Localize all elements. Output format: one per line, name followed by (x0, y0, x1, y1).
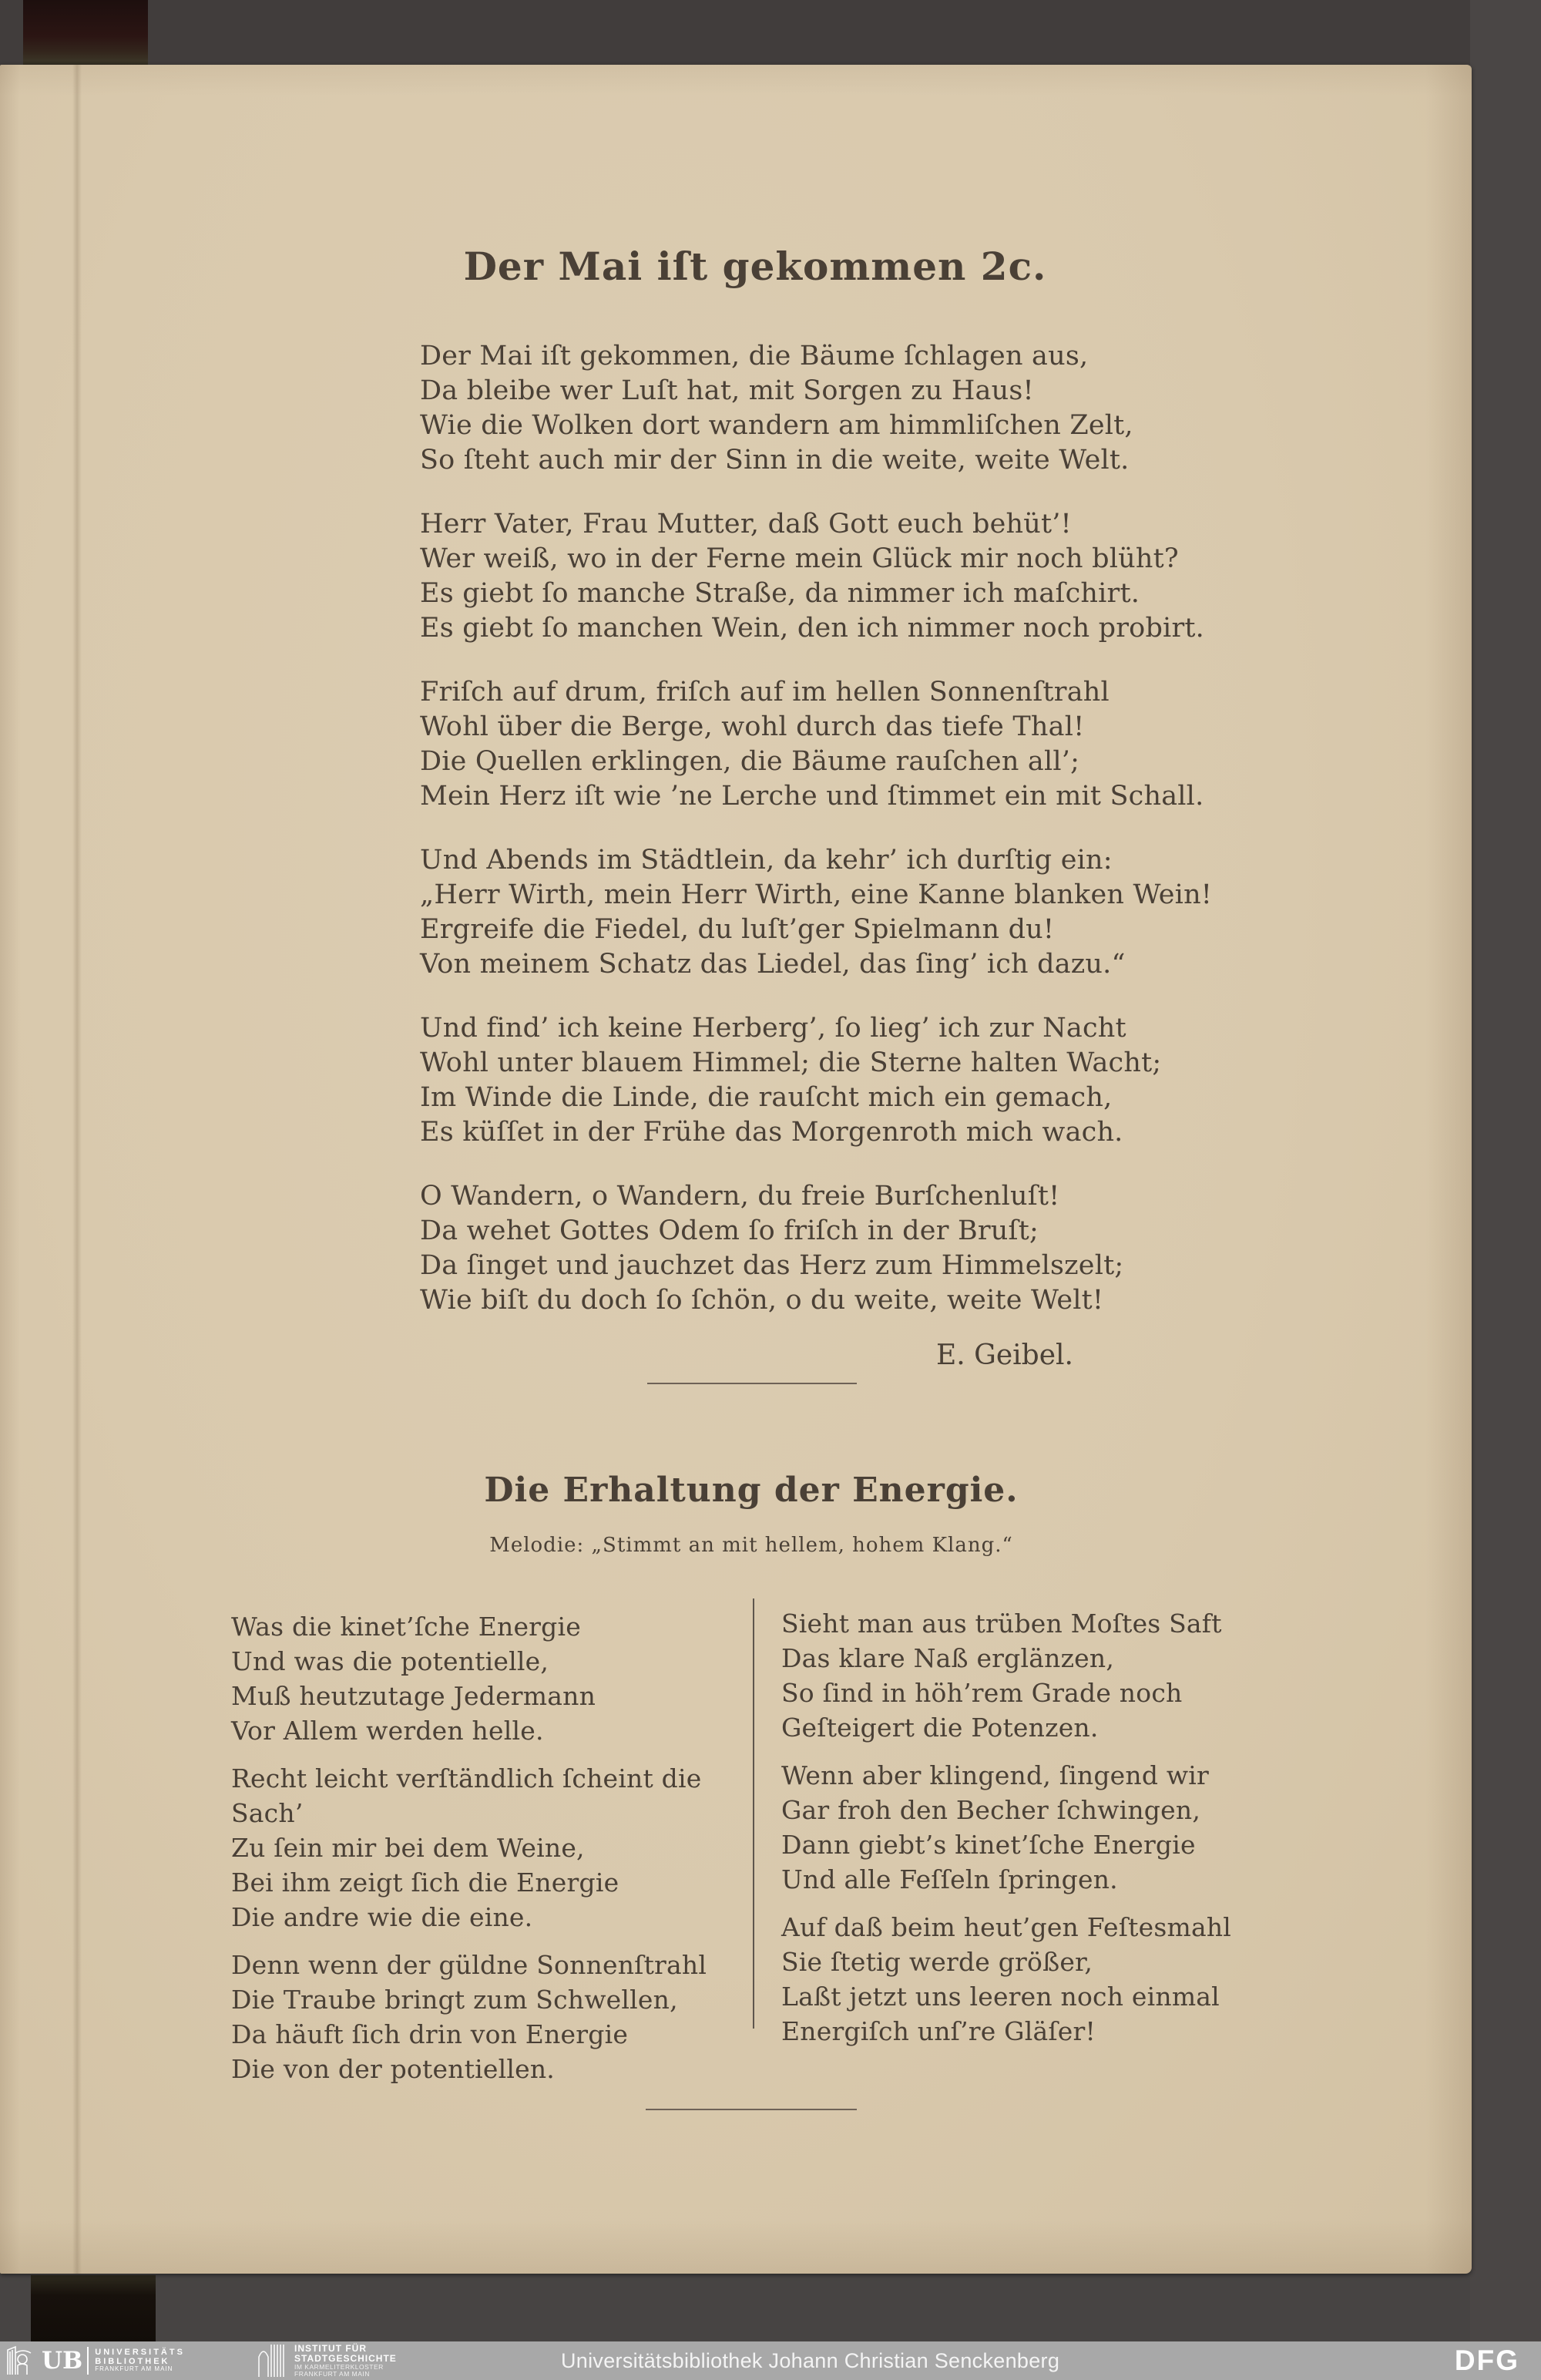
stanza (781, 1910, 1290, 2049)
poem-line: Gar froh den Becher ſchwingen, (781, 1795, 1201, 1825)
stanza (420, 1011, 1162, 1150)
poem-line: O Wandern, o Wandern, du freie Burſchenluſt! (420, 1181, 1060, 1212)
poem-line: So ſteht auch mir der Sinn in die weite, weite Welt. (420, 445, 1130, 476)
scanned-page (0, 65, 1472, 2274)
song1-stanzas (420, 339, 1213, 1347)
poem-line: Friſch auf drum, friſch auf im hellen Sonnenſtrahl (420, 677, 1110, 708)
stanza (231, 1761, 740, 1935)
poem-line: Ergreife die Fiedel, du luſt’ger Spielmann du! (420, 914, 1055, 945)
poem-line: Wohl über die Berge, wohl durch das tiefe Thal! (420, 711, 1085, 742)
poem-line: Zu ſein mir bei dem Weine, (231, 1833, 585, 1863)
poem-line: Wohl unter blauem Himmel; die Sterne halten Wacht; (420, 1047, 1162, 1078)
stanza (231, 1609, 740, 1748)
poem-line: Da wehet Gottes Odem ſo friſch in der Bruſt; (420, 1215, 1039, 1246)
poem-line: Denn wenn der güldne Sonnenſtrahl (231, 1950, 707, 1980)
poem-line: Geſteigert die Potenzen. (781, 1713, 1099, 1743)
poem-line: Mein Herz iſt wie ’ne Lerche und ſtimmet ein mit Schall. (420, 781, 1204, 812)
stanza (420, 843, 1213, 982)
bottom-divider (646, 2109, 857, 2110)
institut-text-line4: FRANKFURT AM MAIN (294, 2369, 370, 2378)
poem-line: Und Abends im Städtlein, da kehr’ ich durſtig ein: (420, 845, 1113, 876)
poem-line: Die von der potentiellen. (231, 2054, 555, 2084)
poem-line: Da bleibe wer Luſt hat, mit Sorgen zu Haus! (420, 375, 1034, 406)
poem-line: Wie biſt du doch ſo ſchön, o du weite, weite Welt! (420, 1285, 1104, 1316)
song2-melody-line: Melodie: „Stimmt an mit hellem, hohem Klang.“ (489, 1534, 1013, 1557)
institut-text-line1: INSTITUT FÜR (294, 2343, 367, 2355)
song2-column-right (781, 1606, 1290, 2062)
poem-line: Was die kinet’ſche Energie (231, 1612, 581, 1642)
ub-text-line1: UNIVERSITÄTS (95, 2348, 185, 2358)
section-divider (647, 1383, 857, 1384)
poem-line: Muß heutzutage Jedermann (231, 1681, 596, 1711)
poem-line: Wer weiß, wo in der Ferne mein Glück mir noch blüht? (420, 543, 1179, 574)
book-spine-top (23, 0, 148, 66)
dfg-logo: DFG (1454, 2345, 1519, 2376)
ub-text-line2: BIBLIOTHEK (95, 2356, 170, 2366)
song1-author: E. Geibel. (935, 1340, 1073, 1371)
poem-line: Und was die potentielle, (231, 1646, 549, 1676)
song2-column-left (231, 1609, 740, 2099)
stanza (420, 675, 1204, 814)
poem-line: Die andre wie die eine. (231, 1902, 533, 1932)
institut-text-line2: STADTGESCHICHTE (294, 2353, 397, 2365)
karmeliterkloster-arch-icon (256, 2345, 287, 2377)
poem-line: Von meinem Schatz das Liedel, das ſing’ ich dazu.“ (420, 949, 1126, 980)
ub-logo-block (6, 2341, 185, 2380)
poem-line: Vor Allem werden helle. (231, 1716, 544, 1746)
stanza (420, 339, 1133, 478)
poem-line: Es giebt ſo manche Straße, da nimmer ich maſchirt. (420, 578, 1140, 609)
poem-line: Recht leicht verſtändlich ſcheint die Sach’ (231, 1763, 702, 1828)
poem-line: Es küſſet in der Frühe das Morgenroth mich wach. (420, 1117, 1123, 1148)
poem-line: Im Winde die Linde, die rauſcht mich ein gemach, (420, 1082, 1113, 1113)
institut-text-line3: IM KARMELITERKLOSTER (294, 2362, 384, 2371)
song2-title: Die Erhaltung der Energie. (484, 1471, 1019, 1510)
poem-line: Herr Vater, Frau Mutter, daß Gott euch behüt’! (420, 509, 1072, 540)
poem-line: Bei ihm zeigt ſich die Energie (231, 1867, 619, 1898)
stanza (781, 1606, 1290, 1745)
library-footer-bar (0, 2341, 1541, 2380)
library-name-text: Universitätsbibliothek Johann Christian Senckenberg (561, 2348, 1060, 2372)
poem-line: Auf daß beim heut’gen Feſtesmahl (781, 1912, 1232, 1942)
stanza (781, 1758, 1290, 1897)
book-spine-bottom (31, 2275, 156, 2343)
poem-line: So ſind in höh’rem Grade noch (781, 1678, 1183, 1708)
poem-line: Sie ſtetig werde größer, (781, 1947, 1093, 1977)
ub-text-line3: FRANKFURT AM MAIN (95, 2365, 173, 2373)
poem-line: Und alle Feſſeln ſpringen. (781, 1864, 1118, 1894)
institut-logo-block (256, 2341, 397, 2380)
poem-line: Das klare Naß erglänzen, (781, 1643, 1115, 1673)
poem-line: Laßt jetzt uns leeren noch einmal (781, 1982, 1220, 2012)
poem-line: Energiſch unſ’re Gläſer! (781, 2016, 1096, 2046)
poem-line: Dann giebt’s kinet’ſche Energie (781, 1830, 1196, 1860)
poem-line: Wenn aber klingend, ſingend wir (781, 1760, 1210, 1790)
poem-line: Die Traube bringt zum Schwellen, (231, 1985, 678, 2015)
stanza (420, 1179, 1124, 1318)
poem-line: Da ſinget und jauchzet das Herz zum Himmelszelt; (420, 1250, 1124, 1281)
ub-abbreviation: UB (42, 2347, 83, 2375)
poem-line: Und find’ ich keine Herberg’, ſo lieg’ ich zur Nacht (420, 1013, 1126, 1044)
poem-line: Wie die Wolken dort wandern am himmliſchen Zelt, (420, 410, 1133, 441)
poem-line: Die Quellen erklingen, die Bäume rauſchen all’; (420, 746, 1080, 777)
poem-line: Der Mai iſt gekommen, die Bäume ſchlagen aus, (420, 341, 1089, 371)
scanner-background-right (1470, 0, 1541, 2341)
scanner-background-top (0, 0, 1541, 66)
song1-title: Der Mai iſt gekommen 2c. (463, 244, 1047, 289)
ub-logo-separator (87, 2347, 89, 2375)
column-divider (753, 1598, 754, 2029)
poem-line: Da häuft ſich drin von Energie (231, 2019, 629, 2049)
ub-library-icon (6, 2345, 39, 2376)
poem-line: Sieht man aus trüben Moſtes Saft (781, 1609, 1222, 1639)
stanza (231, 1948, 740, 2086)
poem-line: „Herr Wirth, mein Herr Wirth, eine Kanne blanken Wein! (420, 879, 1213, 910)
stanza (420, 507, 1204, 646)
poem-line: Es giebt ſo manchen Wein, den ich nimmer noch probirt. (420, 613, 1204, 644)
